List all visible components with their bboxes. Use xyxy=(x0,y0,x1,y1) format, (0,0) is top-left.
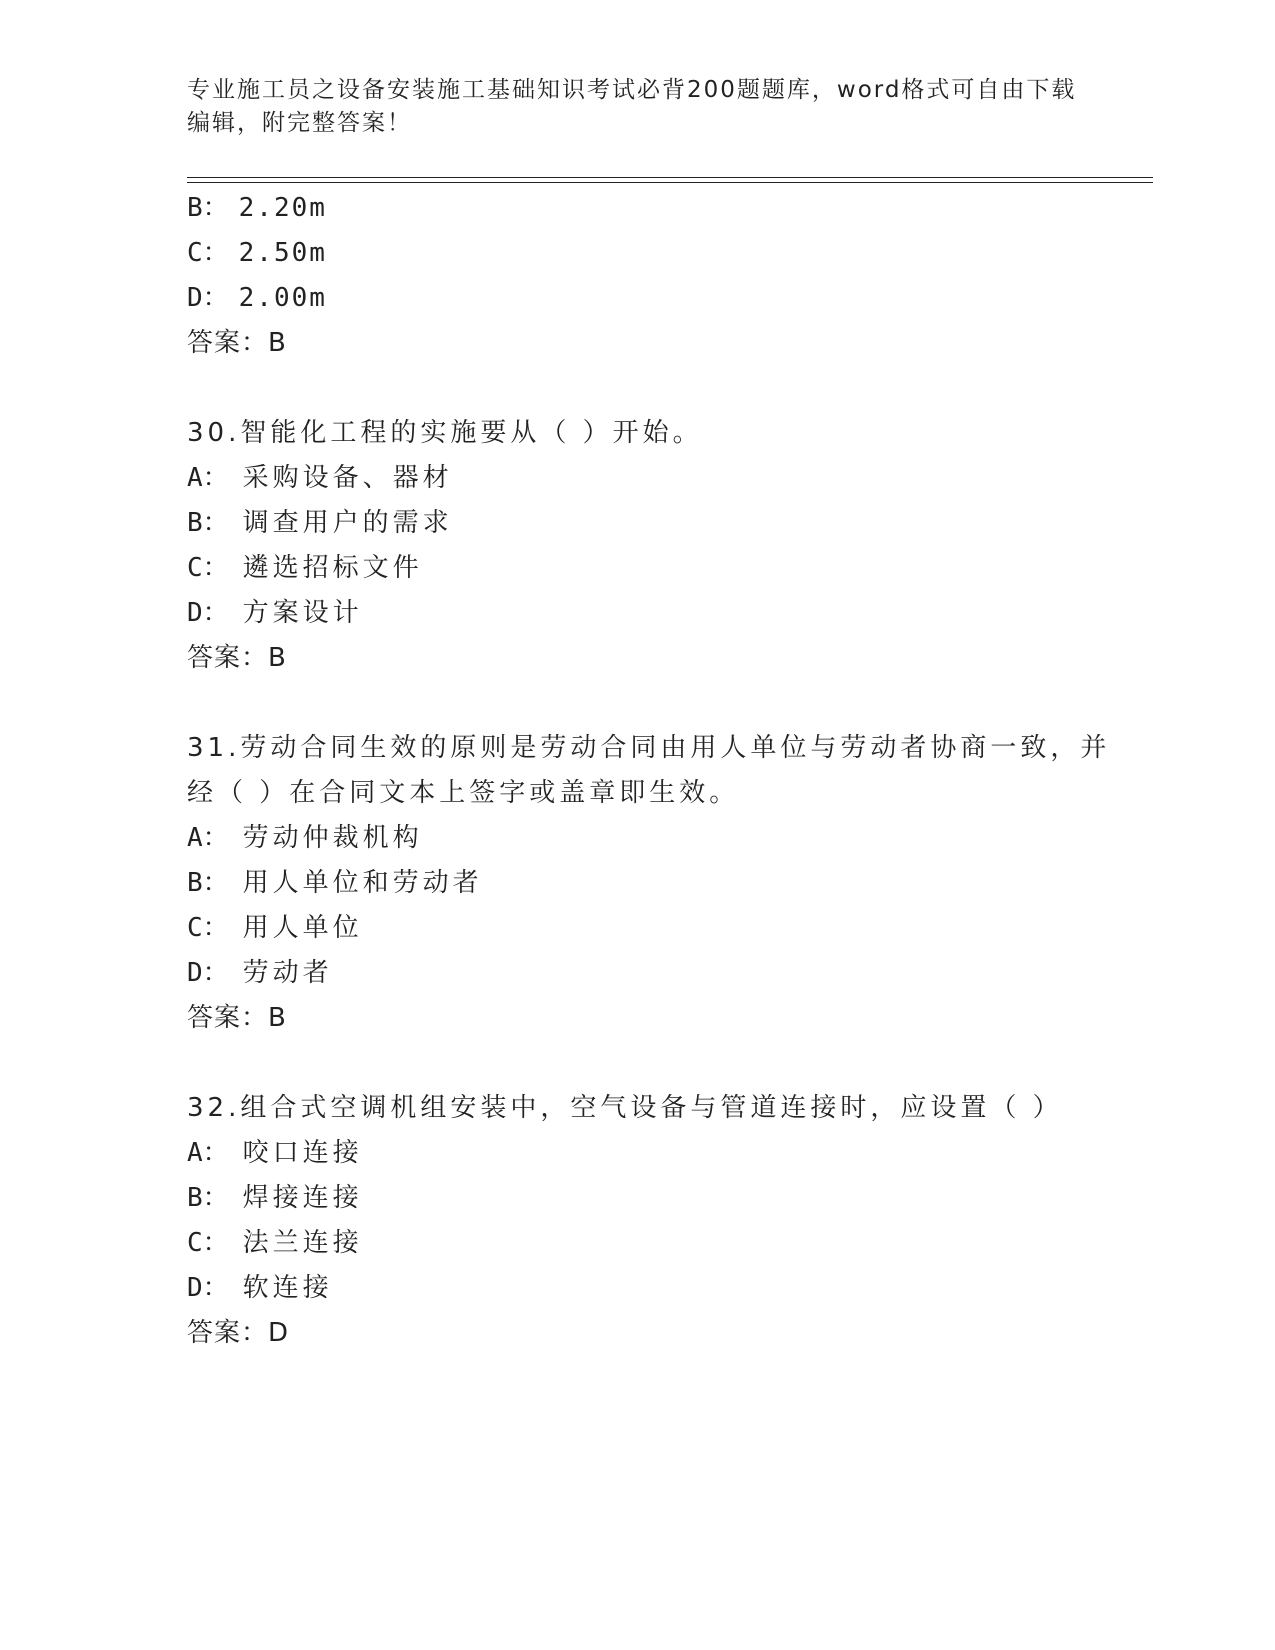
q31-option-d: D： 劳动者 xyxy=(187,958,333,988)
question-32-text: 32.组合式空调机组安装中，空气设备与管道连接时，应设置（ ） xyxy=(187,1093,1063,1123)
prev-option-d: D： 2.00m xyxy=(187,283,327,313)
q30-option-d: D： 方案设计 xyxy=(187,598,363,628)
q30-option-a: A： 采购设备、器材 xyxy=(187,463,453,493)
header-divider-bottom xyxy=(187,182,1153,183)
document-header xyxy=(187,74,1087,140)
q32-option-d: D： 软连接 xyxy=(187,1273,333,1303)
prev-option-b: B： 2.20m xyxy=(187,193,327,223)
q31-option-a: A： 劳动仲裁机构 xyxy=(187,823,423,853)
header-divider-top xyxy=(187,177,1153,178)
q30-option-b: B： 调查用户的需求 xyxy=(187,508,453,538)
q31-answer: 答案：B xyxy=(187,1003,287,1033)
q31-option-b: B： 用人单位和劳动者 xyxy=(187,868,483,898)
prev-answer: 答案：B xyxy=(187,328,287,358)
question-30-text: 30.智能化工程的实施要从（ ）开始。 xyxy=(187,418,703,448)
q30-answer: 答案：B xyxy=(187,643,287,673)
header-line-1: 专业施工员之设备安装施工基础知识考试必背200题题库，word格式可自由下载 xyxy=(187,77,1077,103)
q30-option-c: C： 遴选招标文件 xyxy=(187,553,423,583)
q32-answer: 答案：D xyxy=(187,1318,290,1348)
q31-option-c: C： 用人单位 xyxy=(187,913,363,943)
question-31-text-line-1: 31.劳动合同生效的原则是劳动合同由用人单位与劳动者协商一致，并 xyxy=(187,733,1111,763)
prev-option-c: C： 2.50m xyxy=(187,238,327,268)
q32-option-c: C： 法兰连接 xyxy=(187,1228,363,1258)
question-31-text-line-2: 经（ ）在合同文本上签字或盖章即生效。 xyxy=(187,778,740,808)
q32-option-a: A： 咬口连接 xyxy=(187,1138,363,1168)
q32-option-b: B： 焊接连接 xyxy=(187,1183,363,1213)
header-line-2: 编辑，附完整答案！ xyxy=(187,110,412,136)
